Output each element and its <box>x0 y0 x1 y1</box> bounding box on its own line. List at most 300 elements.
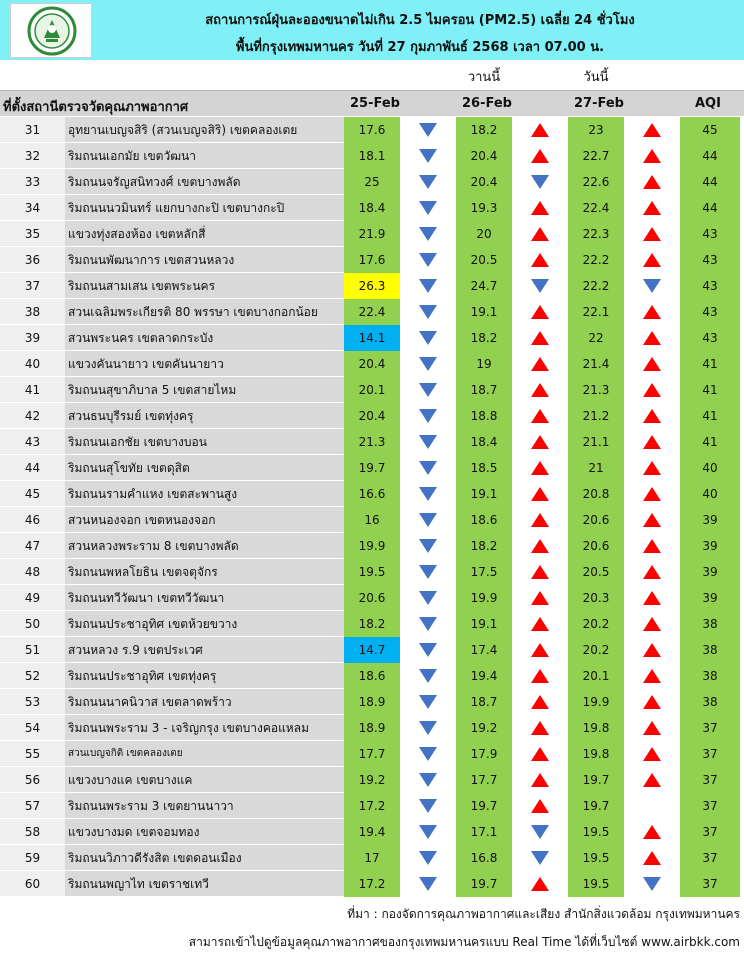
table-row <box>0 377 744 403</box>
aqi-value: 41 <box>680 429 740 455</box>
trend-up-icon <box>531 461 549 475</box>
trend-up-icon <box>643 149 661 163</box>
trend-down-icon <box>419 305 437 319</box>
trend-cell-2 <box>512 195 568 221</box>
station-number: 45 <box>0 481 65 507</box>
pm25-value-27feb: 20.2 <box>568 637 624 663</box>
trend-cell-2 <box>512 819 568 845</box>
trend-up-icon <box>531 383 549 397</box>
trend-cell-3 <box>624 325 680 351</box>
pm25-value-27feb: 20.1 <box>568 663 624 689</box>
pm25-value-25feb: 21.3 <box>344 429 400 455</box>
station-name: ริมถนนพัฒนาการ เขตสวนหลวง <box>65 247 344 273</box>
trend-up-icon <box>643 435 661 449</box>
trend-up-icon <box>531 695 549 709</box>
trend-cell-3 <box>624 403 680 429</box>
trend-cell-2 <box>512 533 568 559</box>
station-number: 56 <box>0 767 65 793</box>
trend-down-icon <box>643 877 661 891</box>
aqi-value: 37 <box>680 845 740 871</box>
pm25-value-26feb: 17.5 <box>456 559 512 585</box>
pm25-value-27feb: 23 <box>568 117 624 143</box>
trend-up-icon <box>531 565 549 579</box>
aqi-value: 43 <box>680 273 740 299</box>
trend-cell-2 <box>512 663 568 689</box>
trend-up-icon <box>643 305 661 319</box>
today-label: วันนี้ <box>583 70 609 85</box>
trend-up-icon <box>643 617 661 631</box>
station-name: ริมถนนเอกมัย เขตวัฒนา <box>65 143 344 169</box>
station-number: 41 <box>0 377 65 403</box>
station-number: 33 <box>0 169 65 195</box>
trend-cell-2 <box>512 637 568 663</box>
station-number: 47 <box>0 533 65 559</box>
aqi-value: 38 <box>680 637 740 663</box>
pm25-value-27feb: 19.8 <box>568 715 624 741</box>
pm25-value-26feb: 19.1 <box>456 611 512 637</box>
trend-up-icon <box>643 461 661 475</box>
report-header <box>0 0 744 60</box>
table-row <box>0 871 744 897</box>
column-header-d2: 26-Feb <box>462 96 512 111</box>
trend-cell-3 <box>624 819 680 845</box>
trend-cell-3 <box>624 299 680 325</box>
pm25-value-26feb: 17.4 <box>456 637 512 663</box>
trend-cell-1 <box>400 637 456 663</box>
trend-cell-3 <box>624 117 680 143</box>
trend-cell-1 <box>400 221 456 247</box>
table-row <box>0 533 744 559</box>
aqi-value: 39 <box>680 533 740 559</box>
aqi-value: 39 <box>680 585 740 611</box>
trend-cell-2 <box>512 325 568 351</box>
station-number: 35 <box>0 221 65 247</box>
trend-down-icon <box>419 149 437 163</box>
pm25-value-25feb: 18.2 <box>344 611 400 637</box>
pm25-value-27feb: 20.6 <box>568 533 624 559</box>
pm25-value-27feb: 19.5 <box>568 871 624 897</box>
trend-cell-2 <box>512 455 568 481</box>
trend-up-icon <box>531 253 549 267</box>
pm25-value-25feb: 22.4 <box>344 299 400 325</box>
aqi-value: 38 <box>680 611 740 637</box>
pm25-value-27feb: 22.3 <box>568 221 624 247</box>
trend-up-icon <box>531 877 549 891</box>
trend-down-icon <box>419 695 437 709</box>
aqi-value: 37 <box>680 741 740 767</box>
table-row <box>0 299 744 325</box>
trend-up-icon <box>531 487 549 501</box>
pm25-value-27feb: 19.5 <box>568 819 624 845</box>
trend-up-icon <box>643 175 661 189</box>
trend-down-icon <box>419 409 437 423</box>
table-row <box>0 195 744 221</box>
table-row <box>0 481 744 507</box>
pm25-value-26feb: 18.5 <box>456 455 512 481</box>
pm25-value-25feb: 25 <box>344 169 400 195</box>
table-row <box>0 273 744 299</box>
pm25-value-25feb: 16 <box>344 507 400 533</box>
pm25-value-26feb: 19.7 <box>456 793 512 819</box>
trend-cell-2 <box>512 689 568 715</box>
trend-up-icon <box>643 669 661 683</box>
station-number: 39 <box>0 325 65 351</box>
source-note: ที่มา : กองจัดการคุณภาพอากาศและเสียง สำนักสิ่งแวดล้อม กรุงเทพมหานคร <box>347 907 740 921</box>
trend-down-icon <box>419 747 437 761</box>
trend-up-icon <box>531 513 549 527</box>
trend-cell-3 <box>624 741 680 767</box>
trend-cell-2 <box>512 767 568 793</box>
trend-cell-1 <box>400 299 456 325</box>
trend-up-icon <box>643 227 661 241</box>
trend-cell-2 <box>512 117 568 143</box>
pm25-value-25feb: 20.4 <box>344 403 400 429</box>
aqi-value: 40 <box>680 481 740 507</box>
trend-cell-1 <box>400 195 456 221</box>
trend-up-icon <box>643 825 661 839</box>
trend-down-icon <box>419 565 437 579</box>
station-name: ริมถนนพระราม 3 - เจริญกรุง เขตบางคอแหลม <box>65 715 344 741</box>
station-name: ริมถนนนวมินทร์ แยกบางกะปิ เขตบางกะปิ <box>65 195 344 221</box>
trend-cell-3 <box>624 663 680 689</box>
pm25-value-25feb: 19.2 <box>344 767 400 793</box>
pm25-value-25feb: 17.6 <box>344 247 400 273</box>
trend-cell-1 <box>400 585 456 611</box>
trend-cell-3 <box>624 845 680 871</box>
station-name: แขวงทุ่งสองห้อง เขตหลักสี่ <box>65 221 344 247</box>
station-name: สวนเบญจกิติ เขตคลองเตย <box>65 741 344 767</box>
trend-cell-2 <box>512 169 568 195</box>
table-row <box>0 325 744 351</box>
trend-cell-1 <box>400 143 456 169</box>
station-table <box>0 117 744 897</box>
table-row <box>0 793 744 819</box>
trend-down-icon <box>419 175 437 189</box>
trend-down-icon <box>419 669 437 683</box>
trend-up-icon <box>643 383 661 397</box>
pm25-value-25feb: 17.6 <box>344 117 400 143</box>
trend-up-icon <box>643 721 661 735</box>
pm25-value-26feb: 17.7 <box>456 767 512 793</box>
trend-up-icon <box>531 799 549 813</box>
trend-cell-3 <box>624 481 680 507</box>
station-name: ริมถนนสามเสน เขตพระนคร <box>65 273 344 299</box>
pm25-value-27feb: 19.7 <box>568 793 624 819</box>
trend-down-icon <box>419 825 437 839</box>
trend-cell-2 <box>512 715 568 741</box>
trend-cell-3 <box>624 169 680 195</box>
pm25-value-27feb: 22 <box>568 325 624 351</box>
trend-cell-1 <box>400 403 456 429</box>
trend-up-icon <box>643 695 661 709</box>
pm25-value-26feb: 20.4 <box>456 169 512 195</box>
trend-cell-1 <box>400 169 456 195</box>
station-number: 43 <box>0 429 65 455</box>
station-name: แขวงคันนายาว เขตคันนายาว <box>65 351 344 377</box>
station-name: ริมถนนสุขาภิบาล 5 เขตสายไหม <box>65 377 344 403</box>
station-number: 50 <box>0 611 65 637</box>
trend-up-icon <box>643 409 661 423</box>
pm25-value-25feb: 17.2 <box>344 793 400 819</box>
pm25-value-25feb: 19.4 <box>344 819 400 845</box>
trend-cell-3 <box>624 611 680 637</box>
pm25-value-25feb: 17.2 <box>344 871 400 897</box>
trend-down-icon <box>419 201 437 215</box>
table-row <box>0 689 744 715</box>
station-name: ริมถนนจรัญสนิทวงศ์ เขตบางพลัด <box>65 169 344 195</box>
trend-up-icon <box>531 331 549 345</box>
trend-down-icon <box>531 851 549 865</box>
column-header-aqi: AQI <box>695 96 721 111</box>
trend-up-icon <box>643 773 661 787</box>
trend-cell-2 <box>512 741 568 767</box>
trend-down-icon <box>419 643 437 657</box>
trend-down-icon <box>419 773 437 787</box>
trend-down-icon <box>419 539 437 553</box>
pm25-value-25feb: 19.7 <box>344 455 400 481</box>
station-number: 59 <box>0 845 65 871</box>
pm25-value-26feb: 20 <box>456 221 512 247</box>
trend-cell-3 <box>624 715 680 741</box>
pm25-value-26feb: 19.7 <box>456 871 512 897</box>
pm25-value-26feb: 18.2 <box>456 533 512 559</box>
table-row <box>0 845 744 871</box>
station-name: ริมถนนวิภาวดีรังสิต เขตดอนเมือง <box>65 845 344 871</box>
station-number: 36 <box>0 247 65 273</box>
pm25-value-26feb: 19.2 <box>456 715 512 741</box>
pm25-value-27feb: 20.2 <box>568 611 624 637</box>
pm25-value-25feb: 16.6 <box>344 481 400 507</box>
trend-cell-3 <box>624 507 680 533</box>
station-name: ริมถนนพหลโยธิน เขตจตุจักร <box>65 559 344 585</box>
pm25-value-25feb: 21.9 <box>344 221 400 247</box>
pm25-value-27feb: 21.2 <box>568 403 624 429</box>
pm25-value-27feb: 21.4 <box>568 351 624 377</box>
table-row <box>0 767 744 793</box>
pm25-value-26feb: 20.5 <box>456 247 512 273</box>
trend-up-icon <box>531 123 549 137</box>
station-name: ริมถนนทวีวัฒนา เขตทวีวัฒนา <box>65 585 344 611</box>
aqi-value: 37 <box>680 819 740 845</box>
trend-down-icon <box>419 799 437 813</box>
trend-cell-3 <box>624 377 680 403</box>
trend-up-icon <box>531 357 549 371</box>
trend-up-icon <box>531 721 549 735</box>
pm25-value-26feb: 19.3 <box>456 195 512 221</box>
trend-cell-2 <box>512 611 568 637</box>
table-row <box>0 611 744 637</box>
station-number: 40 <box>0 351 65 377</box>
trend-cell-1 <box>400 273 456 299</box>
aqi-value: 43 <box>680 221 740 247</box>
trend-cell-1 <box>400 689 456 715</box>
station-name: แขวงบางมด เขตจอมทอง <box>65 819 344 845</box>
trend-down-icon <box>643 279 661 293</box>
station-number: 37 <box>0 273 65 299</box>
pm25-value-27feb: 20.6 <box>568 507 624 533</box>
pm25-value-26feb: 19.4 <box>456 663 512 689</box>
trend-cell-1 <box>400 663 456 689</box>
station-number: 51 <box>0 637 65 663</box>
station-name: สวนพระนคร เขตลาดกระบัง <box>65 325 344 351</box>
trend-cell-2 <box>512 429 568 455</box>
pm25-value-26feb: 17.9 <box>456 741 512 767</box>
table-row <box>0 663 744 689</box>
pm25-value-26feb: 18.6 <box>456 507 512 533</box>
trend-cell-2 <box>512 351 568 377</box>
aqi-value: 37 <box>680 715 740 741</box>
trend-cell-2 <box>512 585 568 611</box>
aqi-value: 37 <box>680 767 740 793</box>
trend-cell-2 <box>512 871 568 897</box>
trend-up-icon <box>531 409 549 423</box>
aqi-value: 39 <box>680 559 740 585</box>
trend-up-icon <box>643 643 661 657</box>
station-number: 34 <box>0 195 65 221</box>
trend-up-icon <box>531 539 549 553</box>
table-row <box>0 117 744 143</box>
station-number: 49 <box>0 585 65 611</box>
trend-up-icon <box>643 331 661 345</box>
pm25-value-25feb: 14.1 <box>344 325 400 351</box>
station-name: ริมถนนพญาไท เขตราชเทวี <box>65 871 344 897</box>
trend-cell-2 <box>512 481 568 507</box>
column-header-location: ที่ตั้งสถานีตรวจวัดคุณภาพอากาศ <box>3 100 189 115</box>
trend-up-icon <box>643 123 661 137</box>
pm25-value-26feb: 18.4 <box>456 429 512 455</box>
pm25-value-26feb: 19.1 <box>456 481 512 507</box>
trend-up-icon <box>643 747 661 761</box>
pm25-value-27feb: 21.3 <box>568 377 624 403</box>
pm25-value-26feb: 20.4 <box>456 143 512 169</box>
trend-down-icon <box>419 513 437 527</box>
pm25-value-27feb: 19.7 <box>568 767 624 793</box>
trend-down-icon <box>531 175 549 189</box>
table-row <box>0 585 744 611</box>
trend-up-icon <box>643 565 661 579</box>
pm25-value-25feb: 17 <box>344 845 400 871</box>
station-number: 48 <box>0 559 65 585</box>
trend-cell-3 <box>624 455 680 481</box>
trend-cell-3 <box>624 195 680 221</box>
trend-down-icon <box>419 227 437 241</box>
trend-up-icon <box>643 591 661 605</box>
pm25-value-25feb: 17.7 <box>344 741 400 767</box>
trend-cell-3 <box>624 793 680 819</box>
trend-down-icon <box>419 617 437 631</box>
trend-cell-3 <box>624 767 680 793</box>
trend-cell-3 <box>624 221 680 247</box>
pm25-value-25feb: 20.1 <box>344 377 400 403</box>
trend-cell-3 <box>624 871 680 897</box>
trend-cell-1 <box>400 247 456 273</box>
station-name: แขวงบางแค เขตบางแค <box>65 767 344 793</box>
trend-up-icon <box>531 227 549 241</box>
trend-cell-1 <box>400 611 456 637</box>
pm25-value-25feb: 26.3 <box>344 273 400 299</box>
table-row <box>0 143 744 169</box>
pm25-value-26feb: 18.7 <box>456 377 512 403</box>
trend-cell-1 <box>400 429 456 455</box>
table-row <box>0 559 744 585</box>
trend-up-icon <box>531 149 549 163</box>
trend-cell-2 <box>512 377 568 403</box>
trend-up-icon <box>643 851 661 865</box>
trend-down-icon <box>531 279 549 293</box>
pm25-value-27feb: 19.9 <box>568 689 624 715</box>
trend-cell-2 <box>512 793 568 819</box>
station-number: 32 <box>0 143 65 169</box>
trend-down-icon <box>419 357 437 371</box>
trend-up-icon <box>643 253 661 267</box>
trend-cell-2 <box>512 559 568 585</box>
station-name: สวนหลวง ร.9 เขตประเวศ <box>65 637 344 663</box>
trend-up-icon <box>531 201 549 215</box>
pm25-value-25feb: 18.9 <box>344 715 400 741</box>
table-row <box>0 637 744 663</box>
trend-up-icon <box>643 487 661 501</box>
table-row <box>0 247 744 273</box>
aqi-value: 41 <box>680 351 740 377</box>
pm25-value-26feb: 18.2 <box>456 117 512 143</box>
station-number: 44 <box>0 455 65 481</box>
trend-down-icon <box>419 851 437 865</box>
pm25-value-25feb: 19.5 <box>344 559 400 585</box>
trend-cell-1 <box>400 559 456 585</box>
station-name: สวนหลวงพระราม 8 เขตบางพลัด <box>65 533 344 559</box>
pm25-value-25feb: 18.4 <box>344 195 400 221</box>
trend-cell-3 <box>624 429 680 455</box>
trend-cell-1 <box>400 871 456 897</box>
pm25-value-27feb: 19.5 <box>568 845 624 871</box>
trend-down-icon <box>419 487 437 501</box>
station-number: 55 <box>0 741 65 767</box>
aqi-value: 38 <box>680 689 740 715</box>
station-name: สวนธนบุรีรมย์ เขตทุ่งครุ <box>65 403 344 429</box>
aqi-value: 44 <box>680 195 740 221</box>
pm25-value-25feb: 14.7 <box>344 637 400 663</box>
trend-cell-1 <box>400 377 456 403</box>
trend-down-icon <box>419 123 437 137</box>
aqi-value: 43 <box>680 325 740 351</box>
trend-cell-1 <box>400 741 456 767</box>
trend-cell-1 <box>400 117 456 143</box>
trend-up-icon <box>643 513 661 527</box>
trend-up-icon <box>643 201 661 215</box>
trend-cell-3 <box>624 585 680 611</box>
trend-down-icon <box>419 383 437 397</box>
table-row <box>0 507 744 533</box>
pm25-value-26feb: 16.8 <box>456 845 512 871</box>
pm25-value-27feb: 20.5 <box>568 559 624 585</box>
trend-cell-2 <box>512 273 568 299</box>
column-header-d3: 27-Feb <box>574 96 624 111</box>
pm25-value-27feb: 22.2 <box>568 273 624 299</box>
station-number: 46 <box>0 507 65 533</box>
trend-cell-3 <box>624 637 680 663</box>
report-subtitle: พื้นที่กรุงเทพมหานคร วันที่ 27 กุมภาพันธ์ 2568 เวลา 07.00 น. <box>235 40 605 55</box>
aqi-value: 37 <box>680 871 740 897</box>
pm25-value-26feb: 18.2 <box>456 325 512 351</box>
trend-cell-3 <box>624 143 680 169</box>
station-name: ริมถนนประชาอุทิศ เขตทุ่งครุ <box>65 663 344 689</box>
station-number: 54 <box>0 715 65 741</box>
trend-cell-3 <box>624 689 680 715</box>
pm25-value-27feb: 22.7 <box>568 143 624 169</box>
trend-cell-3 <box>624 351 680 377</box>
station-number: 53 <box>0 689 65 715</box>
trend-down-icon <box>419 253 437 267</box>
